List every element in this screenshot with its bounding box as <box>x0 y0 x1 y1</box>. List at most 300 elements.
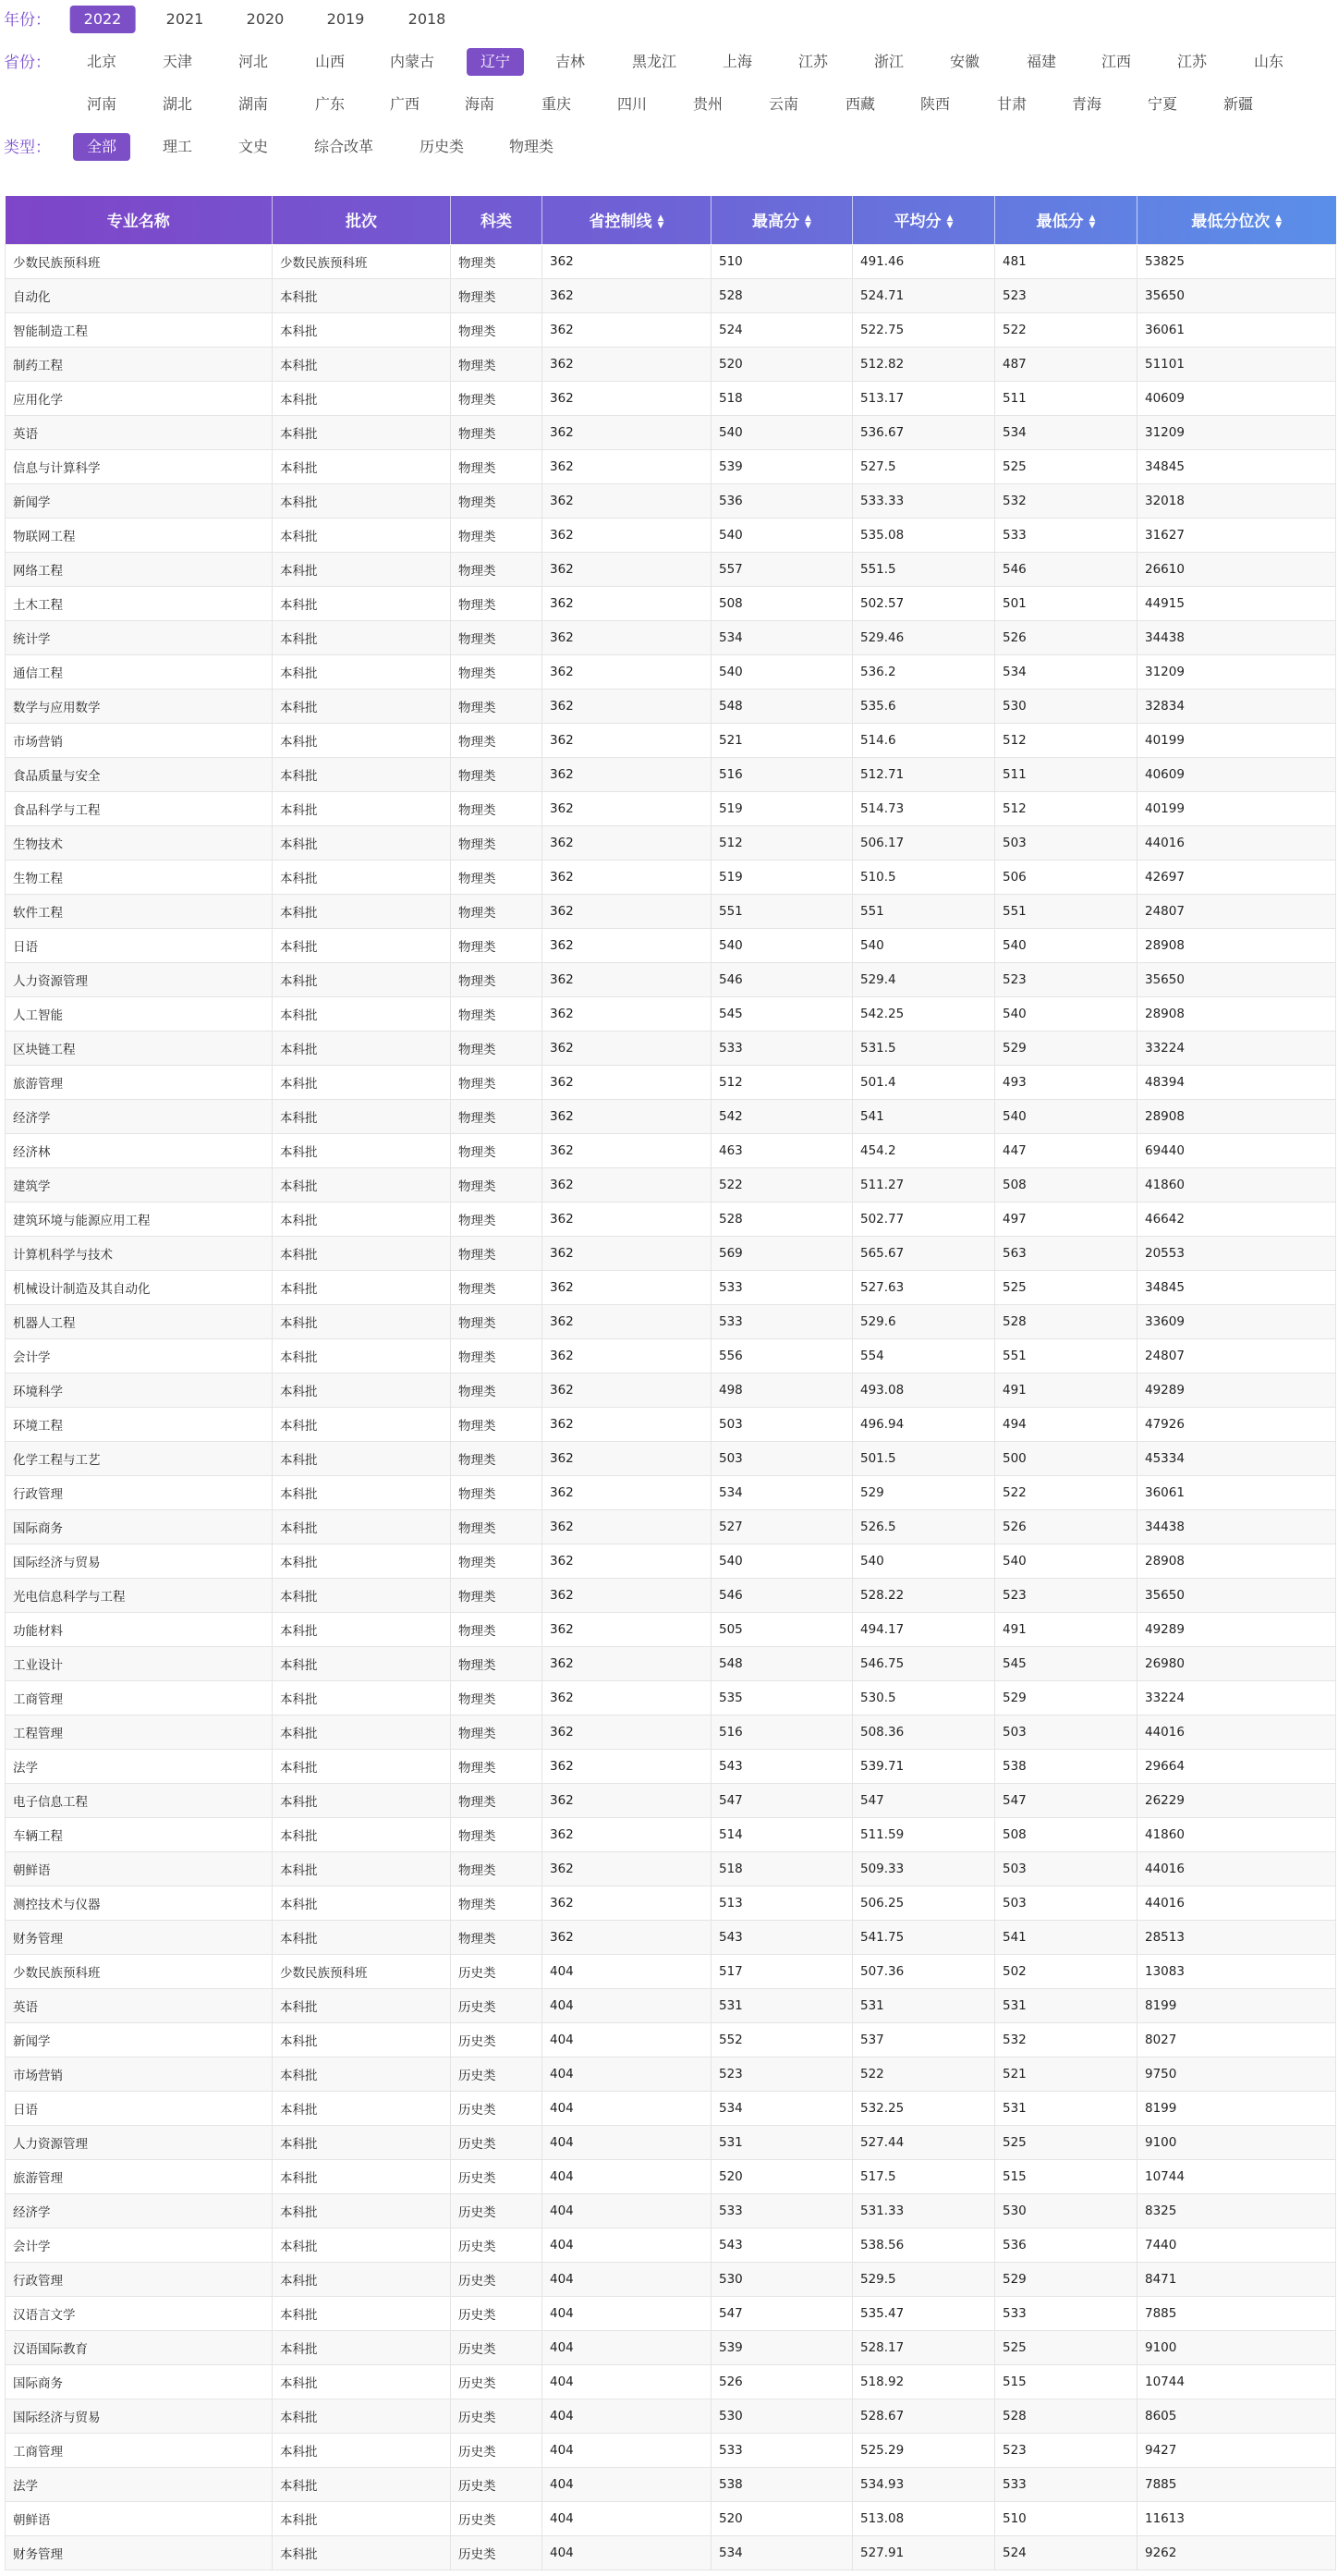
province-option[interactable]: 陕西 <box>919 95 951 113</box>
cell-control-line: 362 <box>542 996 712 1031</box>
cell-max-score: 505 <box>712 1612 853 1646</box>
cell-min-score: 481 <box>995 244 1137 278</box>
cell-control-line: 362 <box>542 1373 712 1407</box>
province-option[interactable]: 山东 <box>1253 53 1284 70</box>
cell-min-score: 501 <box>995 586 1137 620</box>
cell-avg-score: 522.75 <box>853 312 995 347</box>
cell-avg-score: 529.4 <box>853 962 995 996</box>
cell-major: 经济学 <box>6 2193 273 2228</box>
cell-major: 法学 <box>6 2467 273 2501</box>
cell-category: 物理类 <box>451 1202 542 1236</box>
province-option[interactable]: 江苏 <box>1176 53 1208 70</box>
cell-control-line: 362 <box>542 1202 712 1236</box>
sort-icon[interactable]: ▲ ▼ <box>805 214 811 231</box>
cell-control-line: 404 <box>542 2364 712 2399</box>
cell-batch: 本科批 <box>273 2330 451 2364</box>
cell-max-score: 523 <box>712 2057 853 2091</box>
cell-max-score: 533 <box>712 2193 853 2228</box>
cell-min-rank: 31209 <box>1137 654 1336 689</box>
cell-category: 物理类 <box>451 1544 542 1578</box>
cell-major: 物联网工程 <box>6 518 273 552</box>
cell-max-score: 510 <box>712 244 853 278</box>
cell-category: 物理类 <box>451 757 542 791</box>
cell-major: 国际经济与贸易 <box>6 2399 273 2433</box>
cell-min-rank: 40199 <box>1137 791 1336 825</box>
cell-avg-score: 496.94 <box>853 1407 995 1441</box>
cell-control-line: 362 <box>542 1270 712 1304</box>
cell-batch: 本科批 <box>273 2125 451 2159</box>
cell-major: 少数民族预科班 <box>6 1954 273 1988</box>
cell-min-rank: 26980 <box>1137 1646 1336 1680</box>
cell-min-rank: 48394 <box>1137 1065 1336 1099</box>
cell-max-score: 527 <box>712 1509 853 1544</box>
cell-avg-score: 512.82 <box>853 347 995 381</box>
cell-min-score: 533 <box>995 2467 1137 2501</box>
cell-control-line: 362 <box>542 518 712 552</box>
cell-max-score: 512 <box>712 1065 853 1099</box>
cell-avg-score: 527.91 <box>853 2535 995 2570</box>
cell-category: 历史类 <box>451 2330 542 2364</box>
cell-batch: 本科批 <box>273 1407 451 1441</box>
cell-min-score: 532 <box>995 483 1137 518</box>
cell-category: 物理类 <box>451 654 542 689</box>
cell-avg-score: 513.08 <box>853 2501 995 2535</box>
cell-major: 行政管理 <box>6 2262 273 2296</box>
cell-control-line: 404 <box>542 2399 712 2433</box>
cell-control-line: 362 <box>542 1544 712 1578</box>
cell-avg-score: 529 <box>853 1475 995 1509</box>
cell-major: 环境工程 <box>6 1407 273 1441</box>
table-row <box>6 2159 1336 2193</box>
cell-min-rank: 41860 <box>1137 1817 1336 1851</box>
table-row <box>6 586 1336 620</box>
cell-avg-score: 506.17 <box>853 825 995 860</box>
cell-avg-score: 535.6 <box>853 689 995 723</box>
province-option[interactable]: 江苏 <box>797 53 829 70</box>
cell-category: 历史类 <box>451 2159 542 2193</box>
province-option[interactable]: 甘肃 <box>996 95 1028 113</box>
cell-major: 土木工程 <box>6 586 273 620</box>
category-option[interactable]: 理工 <box>162 138 193 155</box>
cell-avg-score: 513.17 <box>853 381 995 415</box>
year-option[interactable]: 2018 <box>407 10 446 28</box>
cell-category: 历史类 <box>451 2433 542 2467</box>
province-option[interactable]: 内蒙古 <box>389 53 435 70</box>
cell-major: 国际经济与贸易 <box>6 1544 273 1578</box>
cell-category: 历史类 <box>451 2193 542 2228</box>
province-option[interactable]: 四川 <box>616 95 648 113</box>
year-option[interactable]: 2021 <box>165 10 204 28</box>
cell-major: 智能制造工程 <box>6 312 273 347</box>
category-option[interactable]: 全部 <box>73 133 130 161</box>
cell-min-rank: 8471 <box>1137 2262 1336 2296</box>
cell-control-line: 362 <box>542 1612 712 1646</box>
cell-max-score: 517 <box>712 1954 853 1988</box>
cell-control-line: 362 <box>542 552 712 586</box>
cell-min-score: 534 <box>995 654 1137 689</box>
province-option[interactable]: 贵州 <box>692 95 724 113</box>
cell-category: 历史类 <box>451 2228 542 2262</box>
cell-category: 物理类 <box>451 1065 542 1099</box>
table-row <box>6 449 1336 483</box>
cell-category: 物理类 <box>451 1578 542 1612</box>
province-option[interactable]: 浙江 <box>873 53 905 70</box>
cell-min-score: 531 <box>995 1988 1137 2022</box>
cell-min-rank: 33224 <box>1137 1031 1336 1065</box>
table-row <box>6 1338 1336 1373</box>
cell-max-score: 508 <box>712 586 853 620</box>
cell-min-score: 515 <box>995 2159 1137 2193</box>
cell-min-score: 511 <box>995 757 1137 791</box>
table-row <box>6 791 1336 825</box>
column-header-avg-score[interactable]: 平均分 ▲ ▼ <box>853 196 995 244</box>
cell-avg-score: 507.36 <box>853 1954 995 1988</box>
cell-control-line: 404 <box>542 2467 712 2501</box>
province-option[interactable]: 北京 <box>86 53 117 70</box>
cell-min-rank: 35650 <box>1137 1578 1336 1612</box>
province-option[interactable]: 海南 <box>464 95 495 113</box>
table-row <box>6 1509 1336 1544</box>
cell-avg-score: 535.08 <box>853 518 995 552</box>
cell-max-score: 534 <box>712 620 853 654</box>
cell-max-score: 539 <box>712 449 853 483</box>
cell-category: 历史类 <box>451 1988 542 2022</box>
cell-category: 物理类 <box>451 1680 542 1715</box>
category-option[interactable]: 综合改革 <box>313 138 374 155</box>
cell-max-score: 533 <box>712 1304 853 1338</box>
category-option[interactable]: 物理类 <box>508 138 554 155</box>
cell-category: 物理类 <box>451 449 542 483</box>
cell-category: 物理类 <box>451 620 542 654</box>
cell-major: 法学 <box>6 1749 273 1783</box>
province-option[interactable]: 辽宁 <box>467 48 524 76</box>
cell-max-score: 569 <box>712 1236 853 1270</box>
cell-control-line: 404 <box>542 2330 712 2364</box>
cell-major: 人工智能 <box>6 996 273 1031</box>
cell-avg-score: 540 <box>853 1544 995 1578</box>
cell-control-line: 362 <box>542 1646 712 1680</box>
cell-major: 工商管理 <box>6 2433 273 2467</box>
cell-category: 历史类 <box>451 1954 542 1988</box>
cell-category: 历史类 <box>451 2057 542 2091</box>
cell-max-score: 522 <box>712 1167 853 1202</box>
cell-avg-score: 526.5 <box>853 1509 995 1544</box>
table-row <box>6 1065 1336 1099</box>
cell-max-score: 516 <box>712 1715 853 1749</box>
cell-min-rank: 8325 <box>1137 2193 1336 2228</box>
cell-control-line: 362 <box>542 1407 712 1441</box>
cell-min-rank: 7885 <box>1137 2467 1336 2501</box>
cell-category: 历史类 <box>451 2535 542 2570</box>
cell-avg-score: 531 <box>853 1988 995 2022</box>
province-option[interactable]: 安徽 <box>949 53 980 70</box>
cell-min-score: 493 <box>995 1065 1137 1099</box>
province-option[interactable]: 吉林 <box>554 53 586 70</box>
cell-avg-score: 547 <box>853 1783 995 1817</box>
cell-min-rank: 10744 <box>1137 2364 1336 2399</box>
cell-major: 统计学 <box>6 620 273 654</box>
score-table-container <box>5 196 1335 2570</box>
category-option[interactable]: 历史类 <box>419 138 465 155</box>
cell-control-line: 362 <box>542 654 712 689</box>
table-row <box>6 1099 1336 1133</box>
province-option[interactable]: 重庆 <box>541 95 572 113</box>
cell-min-rank: 8605 <box>1137 2399 1336 2433</box>
cell-control-line: 362 <box>542 483 712 518</box>
table-body <box>6 244 1336 2570</box>
province-option[interactable]: 天津 <box>162 53 193 70</box>
cell-min-score: 511 <box>995 381 1137 415</box>
cell-major: 工商管理 <box>6 1680 273 1715</box>
cell-control-line: 362 <box>542 1783 712 1817</box>
cell-batch: 本科批 <box>273 1646 451 1680</box>
cell-min-score: 526 <box>995 1509 1137 1544</box>
cell-major: 工业设计 <box>6 1646 273 1680</box>
cell-batch: 本科批 <box>273 1749 451 1783</box>
cell-avg-score: 540 <box>853 928 995 962</box>
cell-major: 自动化 <box>6 278 273 312</box>
cell-min-score: 529 <box>995 1031 1137 1065</box>
cell-min-score: 533 <box>995 2296 1137 2330</box>
cell-major: 英语 <box>6 1988 273 2022</box>
cell-min-rank: 24807 <box>1137 1338 1336 1373</box>
table-row <box>6 1715 1336 1749</box>
cell-batch: 本科批 <box>273 483 451 518</box>
cell-avg-score: 536.2 <box>853 654 995 689</box>
cell-min-rank: 34845 <box>1137 449 1336 483</box>
cell-batch: 本科批 <box>273 347 451 381</box>
cell-min-rank: 44915 <box>1137 586 1336 620</box>
cell-min-score: 524 <box>995 2535 1137 2570</box>
cell-category: 物理类 <box>451 1373 542 1407</box>
cell-control-line: 362 <box>542 1167 712 1202</box>
cell-batch: 本科批 <box>273 1236 451 1270</box>
cell-major: 英语 <box>6 415 273 449</box>
cell-major: 建筑环境与能源应用工程 <box>6 1202 273 1236</box>
cell-major: 新闻学 <box>6 483 273 518</box>
cell-control-line: 362 <box>542 1099 712 1133</box>
cell-batch: 本科批 <box>273 2296 451 2330</box>
sort-icon[interactable]: ▲ ▼ <box>657 214 664 231</box>
cell-min-score: 530 <box>995 2193 1137 2228</box>
cell-major: 会计学 <box>6 2228 273 2262</box>
cell-min-rank: 46642 <box>1137 1202 1336 1236</box>
cell-major: 生物工程 <box>6 860 273 894</box>
cell-min-rank: 28908 <box>1137 928 1336 962</box>
cell-category: 物理类 <box>451 1886 542 1920</box>
cell-min-score: 540 <box>995 1099 1137 1133</box>
cell-avg-score: 529.6 <box>853 1304 995 1338</box>
cell-control-line: 362 <box>542 1441 712 1475</box>
cell-min-score: 526 <box>995 620 1137 654</box>
cell-min-score: 494 <box>995 1407 1137 1441</box>
cell-category: 物理类 <box>451 1509 542 1544</box>
cell-batch: 本科批 <box>273 1065 451 1099</box>
cell-category: 物理类 <box>451 244 542 278</box>
cell-max-score: 514 <box>712 1817 853 1851</box>
cell-avg-score: 527.63 <box>853 1270 995 1304</box>
category-option[interactable]: 文史 <box>237 138 269 155</box>
year-option[interactable]: 2020 <box>246 10 285 28</box>
table-row <box>6 1817 1336 1851</box>
province-option[interactable]: 河北 <box>237 53 269 70</box>
cell-major: 车辆工程 <box>6 1817 273 1851</box>
cell-min-rank: 31627 <box>1137 518 1336 552</box>
province-option[interactable]: 黑龙江 <box>631 53 677 70</box>
province-option[interactable]: 江西 <box>1101 53 1132 70</box>
cell-min-rank: 9262 <box>1137 2535 1336 2570</box>
cell-max-score: 528 <box>712 1202 853 1236</box>
cell-control-line: 362 <box>542 1475 712 1509</box>
cell-avg-score: 514.6 <box>853 723 995 757</box>
table-row <box>6 1202 1336 1236</box>
cell-batch: 本科批 <box>273 2467 451 2501</box>
cell-category: 物理类 <box>451 347 542 381</box>
province-option[interactable]: 宁夏 <box>1147 95 1178 113</box>
province-option[interactable]: 西藏 <box>845 95 876 113</box>
province-option[interactable]: 山西 <box>314 53 346 70</box>
column-header-min-score[interactable]: 最低分 ▲ ▼ <box>995 196 1137 244</box>
cell-avg-score: 512.71 <box>853 757 995 791</box>
cell-control-line: 362 <box>542 278 712 312</box>
cell-batch: 本科批 <box>273 1578 451 1612</box>
province-option[interactable]: 湖北 <box>162 95 193 113</box>
cell-min-score: 515 <box>995 2364 1137 2399</box>
province-option[interactable]: 广西 <box>389 95 420 113</box>
table-row <box>6 1886 1336 1920</box>
cell-category: 物理类 <box>451 586 542 620</box>
cell-min-score: 500 <box>995 1441 1137 1475</box>
column-header-min-rank[interactable]: 最低分位次 ▲ ▼ <box>1191 213 1283 232</box>
cell-major: 少数民族预科班 <box>6 244 273 278</box>
cell-category: 物理类 <box>451 518 542 552</box>
cell-avg-score: 551 <box>853 894 995 928</box>
cell-control-line: 362 <box>542 962 712 996</box>
cell-min-score: 563 <box>995 1236 1137 1270</box>
cell-control-line: 404 <box>542 2091 712 2125</box>
cell-min-score: 532 <box>995 2022 1137 2057</box>
cell-major: 计算机科学与技术 <box>6 1236 273 1270</box>
cell-control-line: 362 <box>542 1680 712 1715</box>
cell-min-score: 506 <box>995 860 1137 894</box>
cell-batch: 本科批 <box>273 1783 451 1817</box>
cell-min-rank: 7885 <box>1137 2296 1336 2330</box>
cell-control-line: 404 <box>542 1988 712 2022</box>
cell-min-rank: 41860 <box>1137 1167 1336 1202</box>
cell-max-score: 536 <box>712 483 853 518</box>
cell-max-score: 503 <box>712 1407 853 1441</box>
cell-category: 物理类 <box>451 1167 542 1202</box>
cell-max-score: 547 <box>712 2296 853 2330</box>
cell-min-rank: 44016 <box>1137 825 1336 860</box>
cell-avg-score: 542.25 <box>853 996 995 1031</box>
cell-major: 机器人工程 <box>6 1304 273 1338</box>
cell-min-score: 512 <box>995 723 1137 757</box>
table-row <box>6 518 1336 552</box>
cell-category: 物理类 <box>451 1646 542 1680</box>
cell-min-rank: 49289 <box>1137 1612 1336 1646</box>
table-row <box>6 962 1336 996</box>
cell-batch: 本科批 <box>273 518 451 552</box>
cell-min-score: 523 <box>995 278 1137 312</box>
cell-category: 物理类 <box>451 723 542 757</box>
sort-icon[interactable]: ▲ ▼ <box>946 214 954 231</box>
cell-batch: 本科批 <box>273 723 451 757</box>
province-option[interactable]: 福建 <box>1026 53 1057 70</box>
table-row <box>6 2193 1336 2228</box>
cell-min-rank: 20553 <box>1137 1236 1336 1270</box>
table-row <box>6 1304 1336 1338</box>
column-header-max-score[interactable]: 最高分 ▲ ▼ <box>712 196 853 244</box>
province-option[interactable]: 新疆 <box>1222 95 1254 113</box>
cell-min-score: 491 <box>995 1612 1137 1646</box>
cell-avg-score: 535.47 <box>853 2296 995 2330</box>
cell-avg-score: 529.46 <box>853 620 995 654</box>
cell-batch: 本科批 <box>273 1612 451 1646</box>
cell-min-score: 503 <box>995 1851 1137 1886</box>
cell-min-score: 497 <box>995 1202 1137 1236</box>
cell-category: 物理类 <box>451 962 542 996</box>
category-filter-label: 类型： <box>4 139 51 157</box>
year-option[interactable]: 2019 <box>326 10 365 28</box>
province-option[interactable]: 青海 <box>1071 95 1102 113</box>
year-option[interactable]: 2022 <box>70 6 136 33</box>
table-row <box>6 2535 1336 2570</box>
cell-control-line: 362 <box>542 1886 712 1920</box>
province-option[interactable]: 湖南 <box>237 95 269 113</box>
cell-batch: 本科批 <box>273 1441 451 1475</box>
cell-max-score: 548 <box>712 689 853 723</box>
cell-batch: 本科批 <box>273 1202 451 1236</box>
cell-avg-score: 524.71 <box>853 278 995 312</box>
cell-min-score: 522 <box>995 1475 1137 1509</box>
cell-major: 测控技术与仪器 <box>6 1886 273 1920</box>
cell-control-line: 404 <box>542 1954 712 1988</box>
table-row <box>6 1749 1336 1783</box>
cell-category: 物理类 <box>451 1031 542 1065</box>
province-option[interactable]: 广东 <box>314 95 346 113</box>
cell-control-line: 362 <box>542 1065 712 1099</box>
table-row <box>6 1612 1336 1646</box>
cell-min-rank: 11613 <box>1137 2501 1336 2535</box>
table-row <box>6 860 1336 894</box>
table-row <box>6 2125 1336 2159</box>
province-option[interactable]: 云南 <box>768 95 799 113</box>
cell-min-rank: 40199 <box>1137 723 1336 757</box>
sort-icon[interactable]: ▲ ▼ <box>1089 214 1096 231</box>
cell-avg-score: 537 <box>853 2022 995 2057</box>
sort-icon[interactable]: ▲ ▼ <box>1275 214 1283 231</box>
cell-avg-score: 491.46 <box>853 244 995 278</box>
cell-major: 软件工程 <box>6 894 273 928</box>
cell-max-score: 512 <box>712 825 853 860</box>
cell-control-line: 362 <box>542 723 712 757</box>
column-header-control-line[interactable]: 省控制线 ▲ ▼ <box>542 196 712 244</box>
cell-batch: 本科批 <box>273 894 451 928</box>
province-option[interactable]: 河南 <box>86 95 117 113</box>
cell-max-score: 530 <box>712 2399 853 2433</box>
province-option[interactable]: 上海 <box>722 53 753 70</box>
cell-avg-score: 530.5 <box>853 1680 995 1715</box>
cell-batch: 本科批 <box>273 2022 451 2057</box>
cell-category: 物理类 <box>451 1920 542 1954</box>
cell-control-line: 404 <box>542 2228 712 2262</box>
cell-control-line: 362 <box>542 1851 712 1886</box>
cell-avg-score: 541 <box>853 1099 995 1133</box>
cell-avg-score: 501.4 <box>853 1065 995 1099</box>
table-row <box>6 415 1336 449</box>
cell-major: 会计学 <box>6 1338 273 1373</box>
